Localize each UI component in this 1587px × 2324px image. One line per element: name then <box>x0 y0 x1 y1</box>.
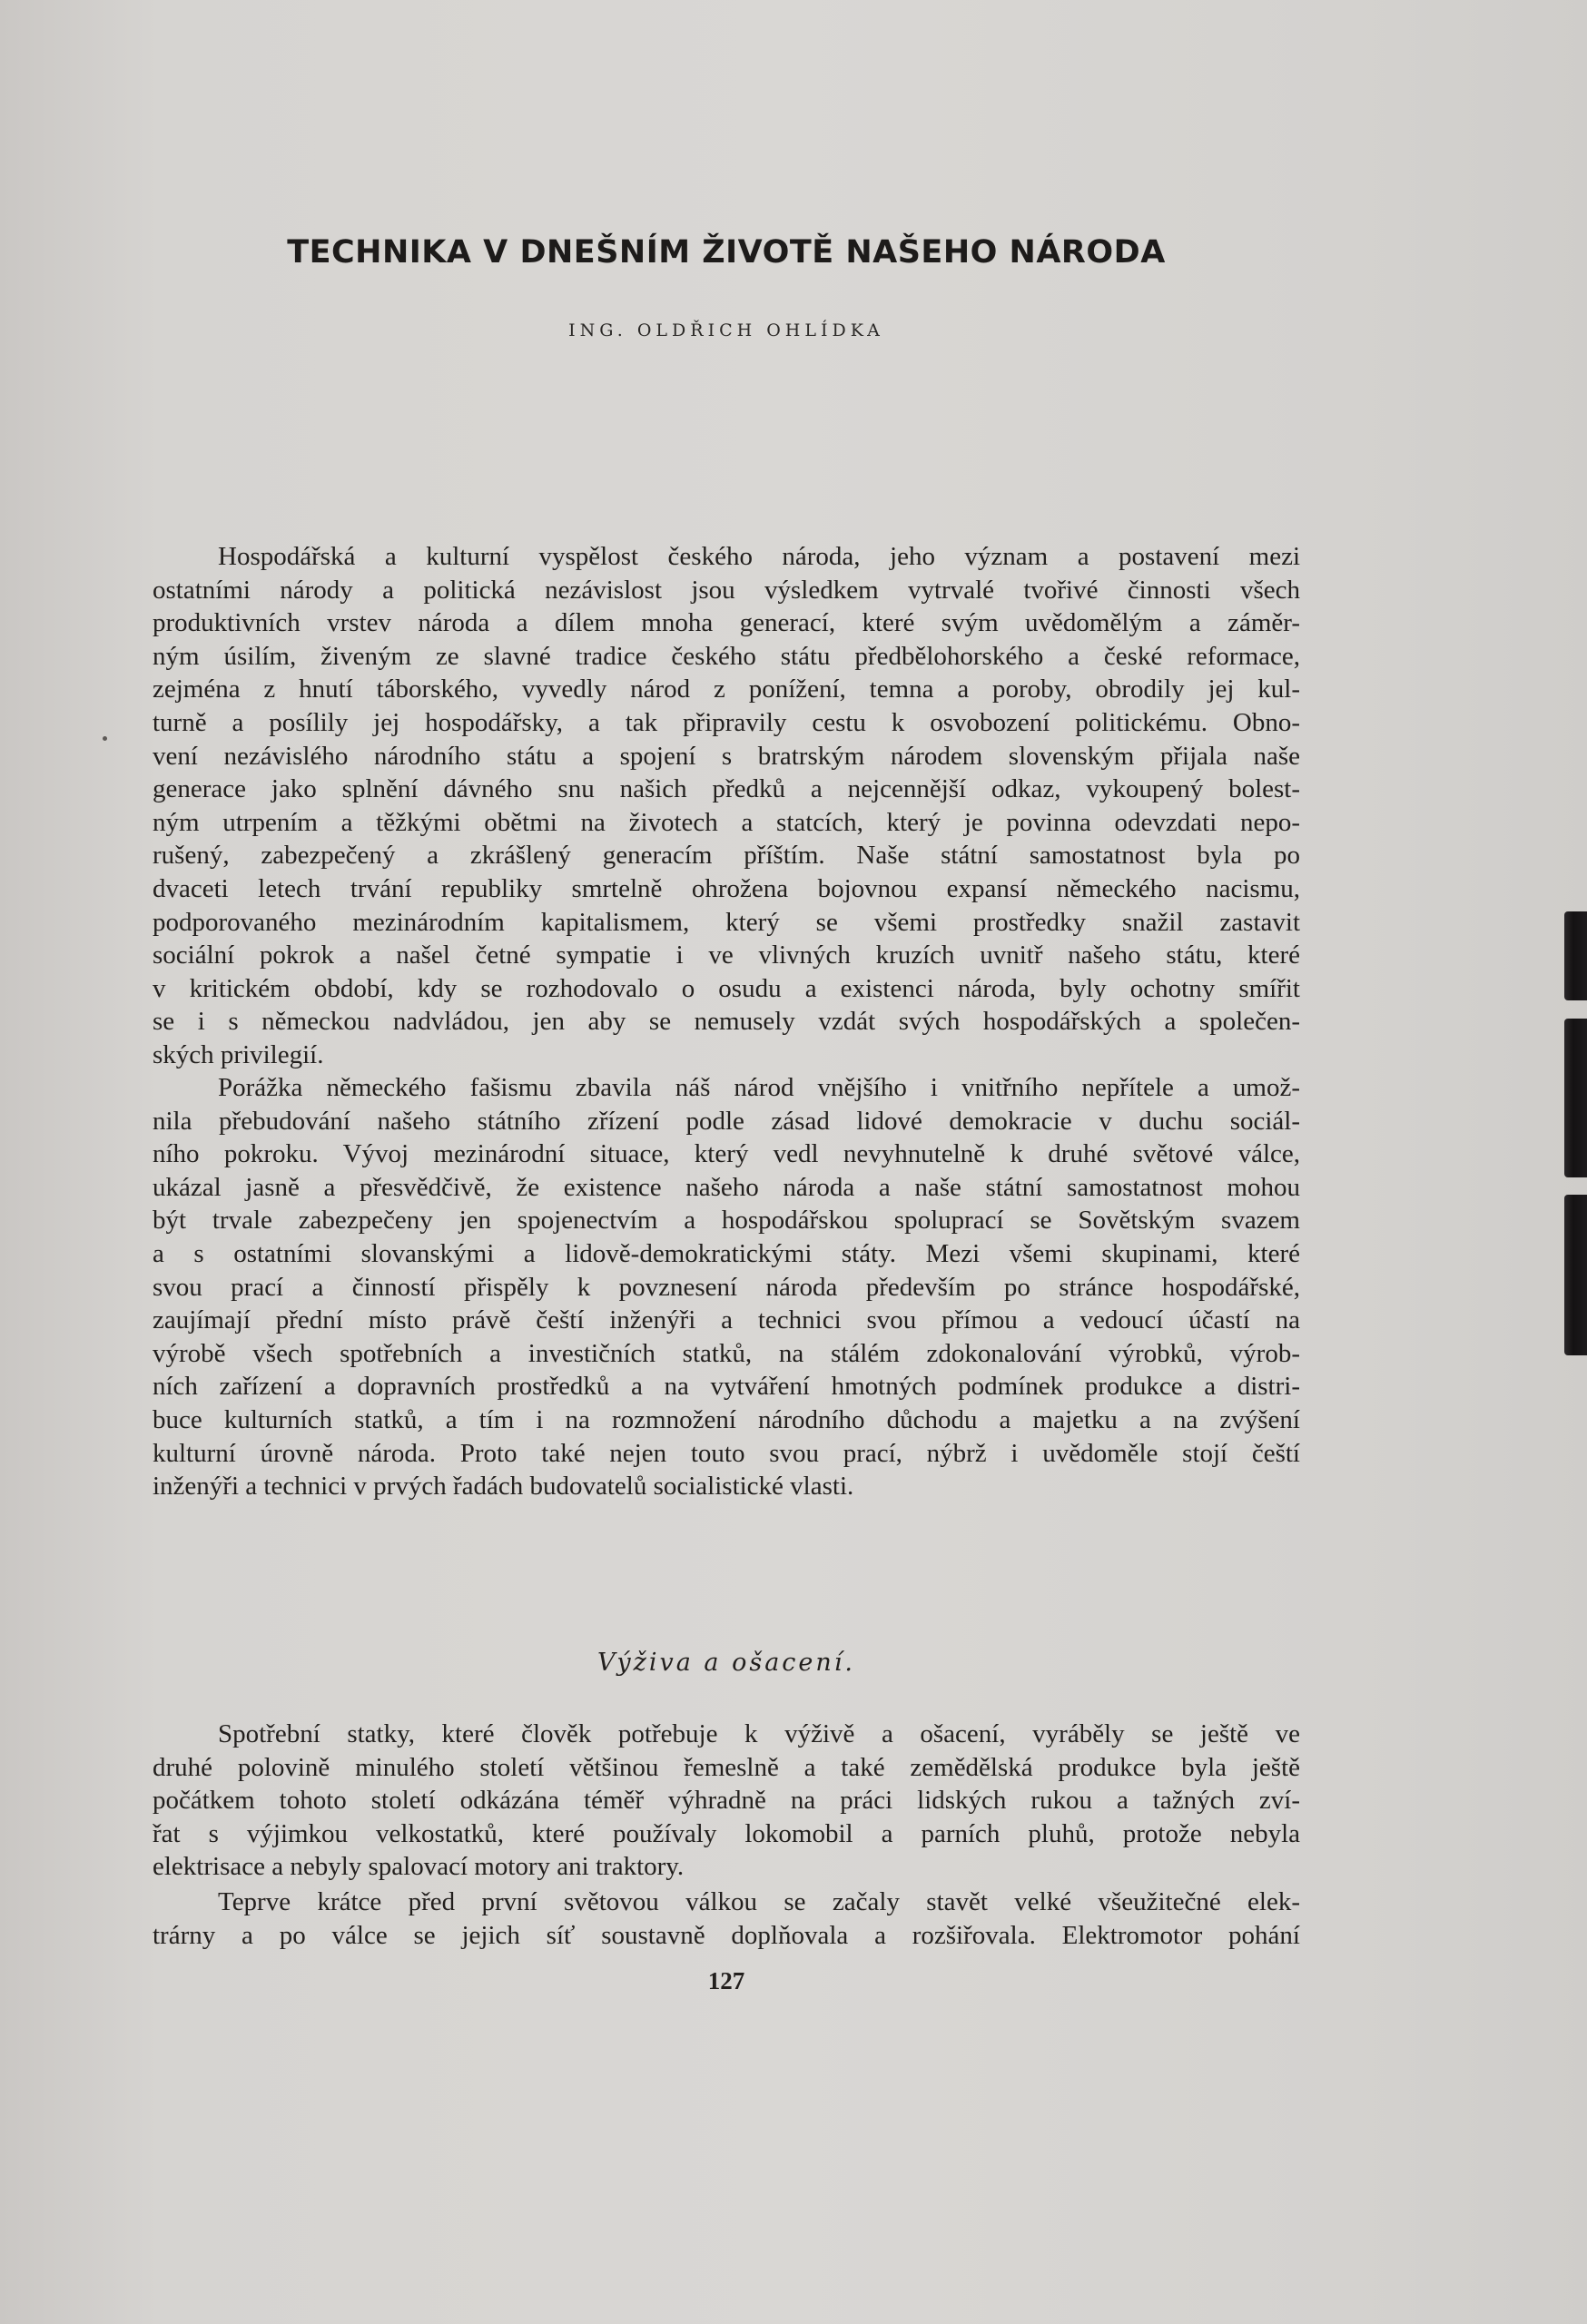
text-line: buce kulturních statků, a tím i na rozmnožení národního důchodu a majetku a na zvýšení <box>153 1404 1300 1434</box>
text-line: inženýři a technici v prvých řadách budovatelů socialistické vlasti. <box>153 1472 854 1502</box>
text-line: výrobě všech spotřebních a investičních statků, na stálém zdokonalování výrobků, výrob- <box>153 1338 1300 1368</box>
text-line: se i s německou nadvládou, jen aby se nemusely vzdát svých hospodářských a společen- <box>153 1007 1300 1037</box>
text-line: ným utrpením a těžkými obětmi na životech a statcích, který je povinna odevzdati nepo- <box>153 807 1300 837</box>
text-line: Spotřební statky, které člověk potřebuje k výživě a ošacení, vyráběly se ještě ve <box>218 1719 1300 1748</box>
text-line: Porážka německého fašismu zbavila náš národ vnějšího i vnitřního nepřítele a umož- <box>218 1073 1300 1102</box>
text-line: ních zařízení a dopravních prostředků a na vytváření hmotných podmínek produkce a distri- <box>153 1372 1300 1402</box>
paragraph-power-plants <box>153 1886 1300 1952</box>
text-line: dvaceti letech trvání republiky smrtelně ohrožena bojovnou expansí německého nacismu, <box>153 873 1300 903</box>
text-line: sociální pokrok a našel četné sympatie i ve vlivných kruzích uvnitř našeho státu, které <box>153 940 1300 970</box>
text-line: ukázal jasně a přesvědčivě, že existence našeho národa a naše státní samostatnost mohou <box>153 1172 1300 1202</box>
text-line: v kritickém období, kdy se rozhodovalo o osudu a existenci národa, byly ochotny smířit <box>153 973 1300 1003</box>
text-line: elektrisace a nebyly spalovací motory ani traktory. <box>153 1852 685 1882</box>
text-line: turně a posílily jej hospodářsky, a tak připravily cestu k osvobození politickému. Obno- <box>153 707 1300 737</box>
margin-speck <box>103 736 107 741</box>
paragraph-intro <box>153 540 1300 1072</box>
text-line: Hospodářská a kulturní vyspělost českého národa, jeho význam a postavení mezi <box>218 542 1300 571</box>
text-line: ských privilegií. <box>153 1039 324 1069</box>
text-line: rušený, zabezpečený a zkrášlený generacím příštím. Naše státní samostatnost byla po <box>153 841 1300 871</box>
text-line: generace jako splnění dávného snu našich předků a nejcennější odkaz, vykoupený bolest- <box>153 774 1300 804</box>
text-line: trárny a po válce se jejich síť soustavně doplňovala a rozšiřovala. Elektromotor pohání <box>153 1920 1300 1950</box>
text-line: nila přebudování našeho státního zřízení podle zásad lidové demokracie v duchu sociál- <box>153 1106 1300 1136</box>
text-line: produktivních vrstev národa a dílem mnoha generací, které svým uvědomělým a záměr- <box>153 608 1300 638</box>
page-number: 127 <box>707 1967 745 1994</box>
article-author: ING. OLDŘICH OHLÍDKA <box>568 320 884 340</box>
text-line: zejména z hnutí táborského, vyvedly národ z ponížení, temna a poroby, obrodily jej kul- <box>153 675 1300 704</box>
text-line: a s ostatními slovanskými a lidově-demokratickými státy. Mezi všemi skupinami, které <box>153 1238 1300 1268</box>
text-line: ným úsilím, živeným ze slavné tradice českého státu předbělohorského a české reformace, <box>153 641 1300 671</box>
paragraph-consumer-goods <box>153 1718 1300 1884</box>
text-line: počátkem tohoto století odkázána téměř výhradně na práci lidských rukou a tažných zví- <box>153 1786 1300 1816</box>
binder-clip-segment <box>1564 1019 1587 1177</box>
text-line: ostatními národy a politická nezávislost jsou výsledkem vytrvalé tvořivé činnosti všech <box>153 575 1300 605</box>
paragraph-defeat-of-fascism <box>153 1071 1300 1503</box>
article-title: TECHNIKA V DNEŠNÍM ŽIVOTĚ NAŠEHO NÁRODA <box>287 234 1166 271</box>
text-line: být trvale zabezpečeny jen spojenectvím a hospodářskou spoluprací se Sovětským svazem <box>153 1206 1300 1236</box>
text-line: řat s výjimkou velkostatků, které používaly lokomobil a parních pluhů, protože nebyla <box>153 1818 1300 1848</box>
text-line: vení nezávislého národního státu a spojení s bratrským národem slovenským přijala naše <box>153 741 1300 771</box>
text-line: svou prací a činností přispěly k povznesení národa především po stránce hospodářské, <box>153 1272 1300 1302</box>
text-line: druhé polovině minulého století většinou řemeslně a také zemědělská produkce byla ještě <box>153 1752 1300 1782</box>
text-line: zaujímají přední místo právě čeští inženýři a technici svou přímou a vedoucí účastí na <box>153 1305 1300 1335</box>
text-line: Teprve krátce před první světovou válkou se začaly stavět velké všeužitečné elek- <box>218 1887 1300 1916</box>
text-line: podporovaného mezinárodním kapitalismem, který se všemi prostředky snažil zastavit <box>153 907 1300 937</box>
binder-clip-segment <box>1564 911 1587 1000</box>
binder-clip-segment <box>1564 1195 1587 1355</box>
section-heading: Výživa a ošacení. <box>596 1649 856 1677</box>
text-line: ního pokroku. Vývoj mezinárodní situace, který vedl nevyhnutelně k druhé světové válce, <box>153 1139 1300 1169</box>
text-line: kulturní úrovně národa. Proto také nejen touto svou prací, nýbrž i uvědoměle stojí čeští <box>153 1438 1300 1468</box>
